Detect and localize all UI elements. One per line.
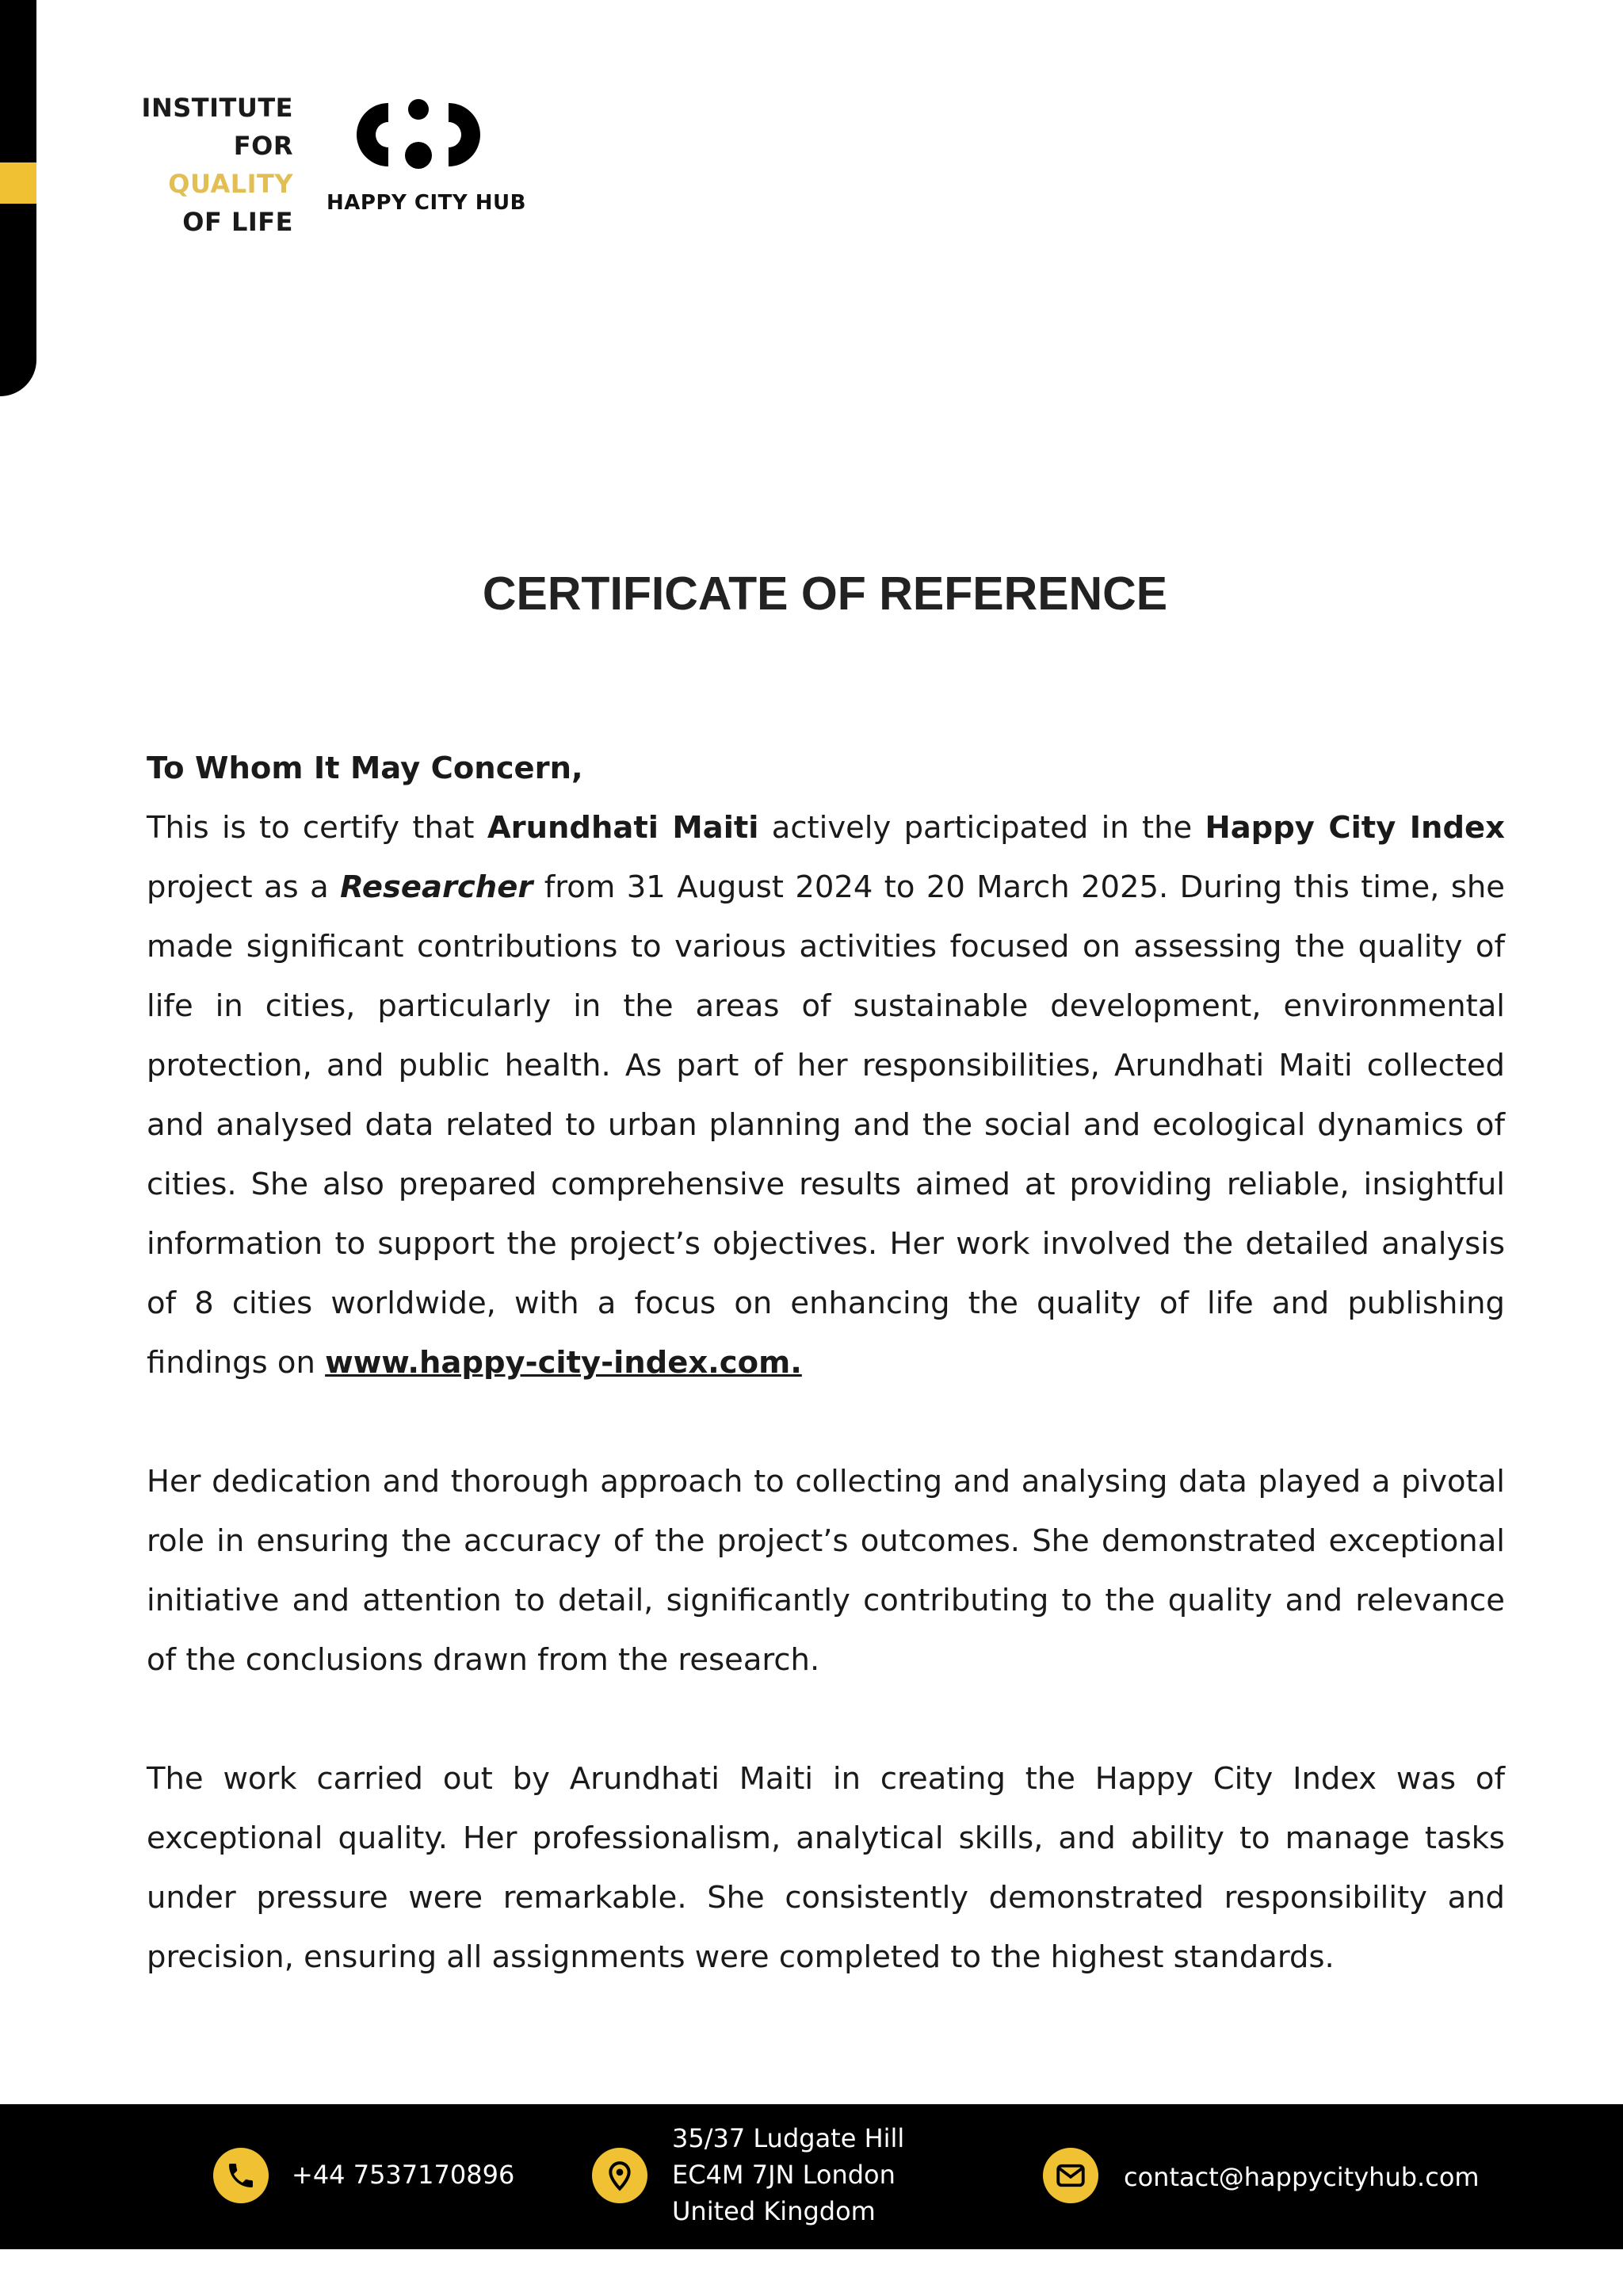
footer-email[interactable]: contact@happycityhub.com <box>1124 2162 1480 2192</box>
role: Researcher <box>340 869 533 905</box>
person-name: Arundhati Maiti <box>487 810 759 846</box>
greeting: To Whom It May Concern, <box>147 751 583 786</box>
institute-logo: INSTITUTE FOR QUALITY OF LIFE <box>141 93 293 237</box>
project-name: Happy City Index <box>1205 810 1505 846</box>
footer-phone[interactable]: +44 7537170896 <box>292 2160 515 2190</box>
footer-contact-bar <box>0 2104 1623 2249</box>
location-pin-icon <box>592 2148 647 2203</box>
mail-icon <box>1043 2148 1098 2203</box>
document-title: CERTIFICATE OF REFERENCE <box>482 567 1168 620</box>
project-website-link[interactable]: www.happy-city-index.com. <box>325 1345 802 1381</box>
left-decorative-stripe <box>0 0 36 396</box>
happy-city-hub-logo-icon <box>355 95 482 174</box>
paragraph-2: Her dedication and thorough approach to collecting and analysing data played a pivotal role in ensuring the accuracy of the project’s outcomes. She demonstrated exceptional initiative and attention to detail, significantly contributing to the quality and relevance of the conclusions drawn from the research. <box>147 1464 1505 1678</box>
phone-icon <box>213 2148 269 2203</box>
footer-address: 35/37 Ludgate Hill EC4M 7JN London United Kingdom <box>672 2123 905 2226</box>
stripe-accent <box>0 162 36 204</box>
happy-city-hub-logo-text: HAPPY CITY HUB <box>327 191 526 215</box>
letter-body <box>147 739 1505 1987</box>
paragraph-3: The work carried out by Arundhati Maiti in creating the Happy City Index was of exceptional quality. Her professionalism, analytical skills, and ability to manage tasks under pressure were remarkable. She consistently demonstrated responsibility and precision, ensuring all assignments were completed to the highest standards. <box>147 1761 1505 1975</box>
paragraph-1: This is to certify that Arundhati Maiti actively participated in the Happy City Index project as a Researcher from 31 August 2024 to 20 March 2025. During this time, she made significant contributions to various activities focused on assessing the quality of life in cities, particularly in the areas of sustainable development, environmental protection, and public health. As part of her responsibilities, Arundhati Maiti collected and analysed data related to urban planning and the social and ecological dynamics of cities. She also prepared comprehensive results aimed at providing reliable, insightful information to support the project’s objectives. Her work involved the detailed analysis of 8 cities worldwide, with a focus on enhancing the quality of life and publishing findings on www.happy-city-index.com. <box>147 810 1505 1381</box>
